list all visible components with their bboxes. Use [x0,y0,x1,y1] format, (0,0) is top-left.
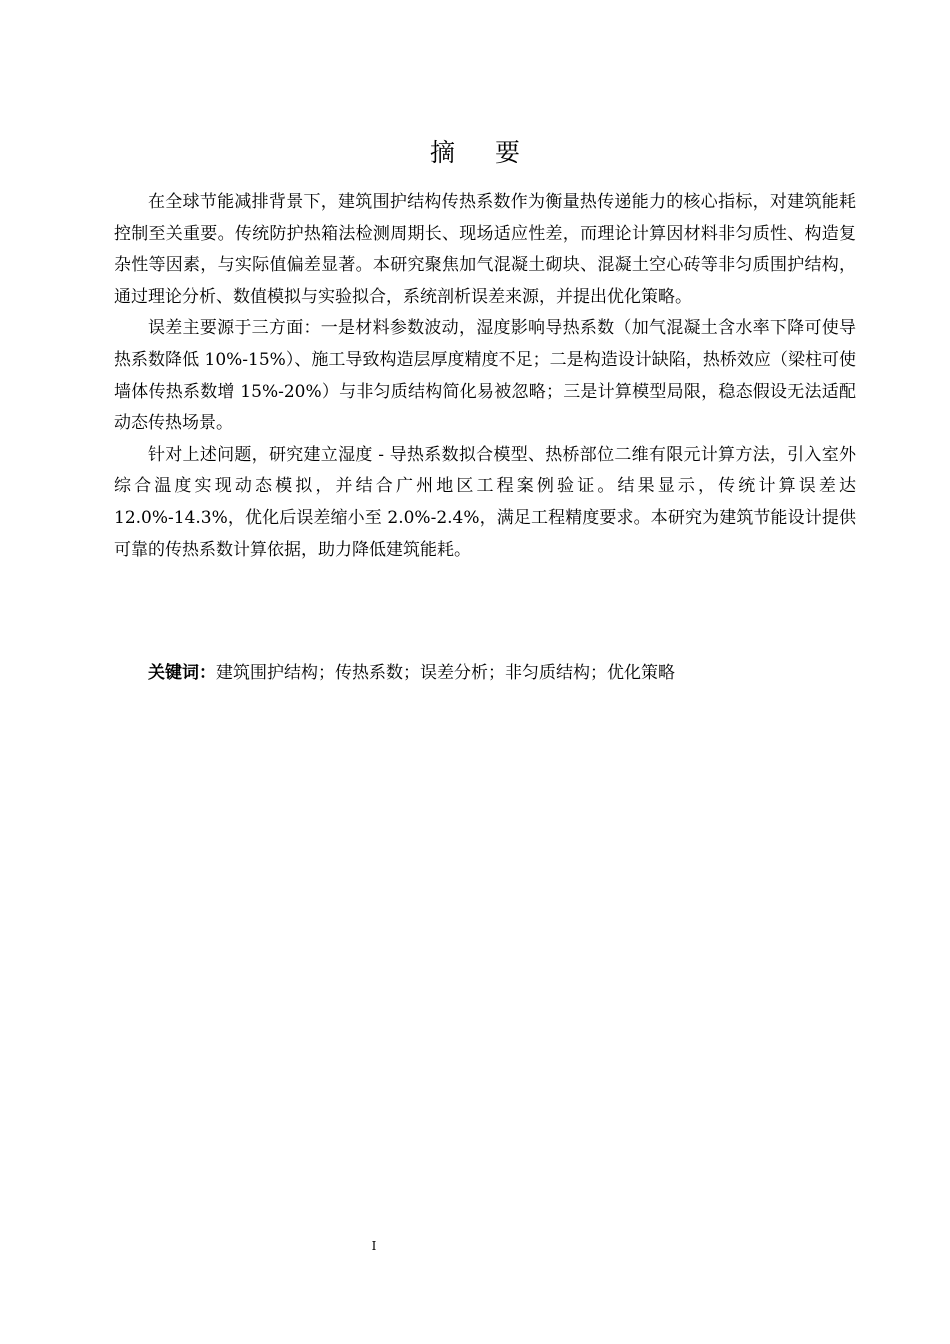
abstract-paragraph-1: 在全球节能减排背景下，建筑围护结构传热系数作为衡量热传递能力的核心指标，对建筑能耗控制至关重要。传统防护热箱法检测周期长、现场适应性差，而理论计算因材料非匀质性、构造复杂性等因素，与实际值偏差显著。本研究聚焦加气混凝土砌块、混凝土空心砖等非匀质围护结构，通过理论分析、数值模拟与实验拟合，系统剖析误差来源，并提出优化策略。 [114,192,856,307]
keywords-label: 关键词： [148,663,216,683]
page-number: I [371,1239,377,1253]
keywords-line [148,660,868,686]
abstract-title: 摘 要 [430,138,536,167]
abstract-paragraph-2: 误差主要源于三方面：一是材料参数波动，湿度影响导热系数（加气混凝土含水率下降可使导热系数降低 10%-15%）、施工导致构造层厚度精度不足；二是构造设计缺陷，热桥效应（梁柱可使墙体传热系数增 15%-20%）与非匀质结构简化易被忽略；三是计算模型局限，稳态假设无法适配动态传热场景。 [114,318,856,434]
abstract-paragraph-3: 针对上述问题，研究建立湿度 - 导热系数拟合模型、热桥部位二维有限元计算方法，引入室外综合温度实现动态模拟，并结合广州地区工程案例验证。结果显示，传统计算误差达 12.0%-14.3%，优化后误差缩小至 2.0%-2.4%，满足工程精度要求。本研究为建筑节能设计提供可靠的传热系数计算依据，助力降低建筑能耗。 [114,444,856,560]
abstract-body [114,187,856,566]
keywords-value: 建筑围护结构；传热系数；误差分析；非匀质结构；优化策略 [216,663,675,683]
